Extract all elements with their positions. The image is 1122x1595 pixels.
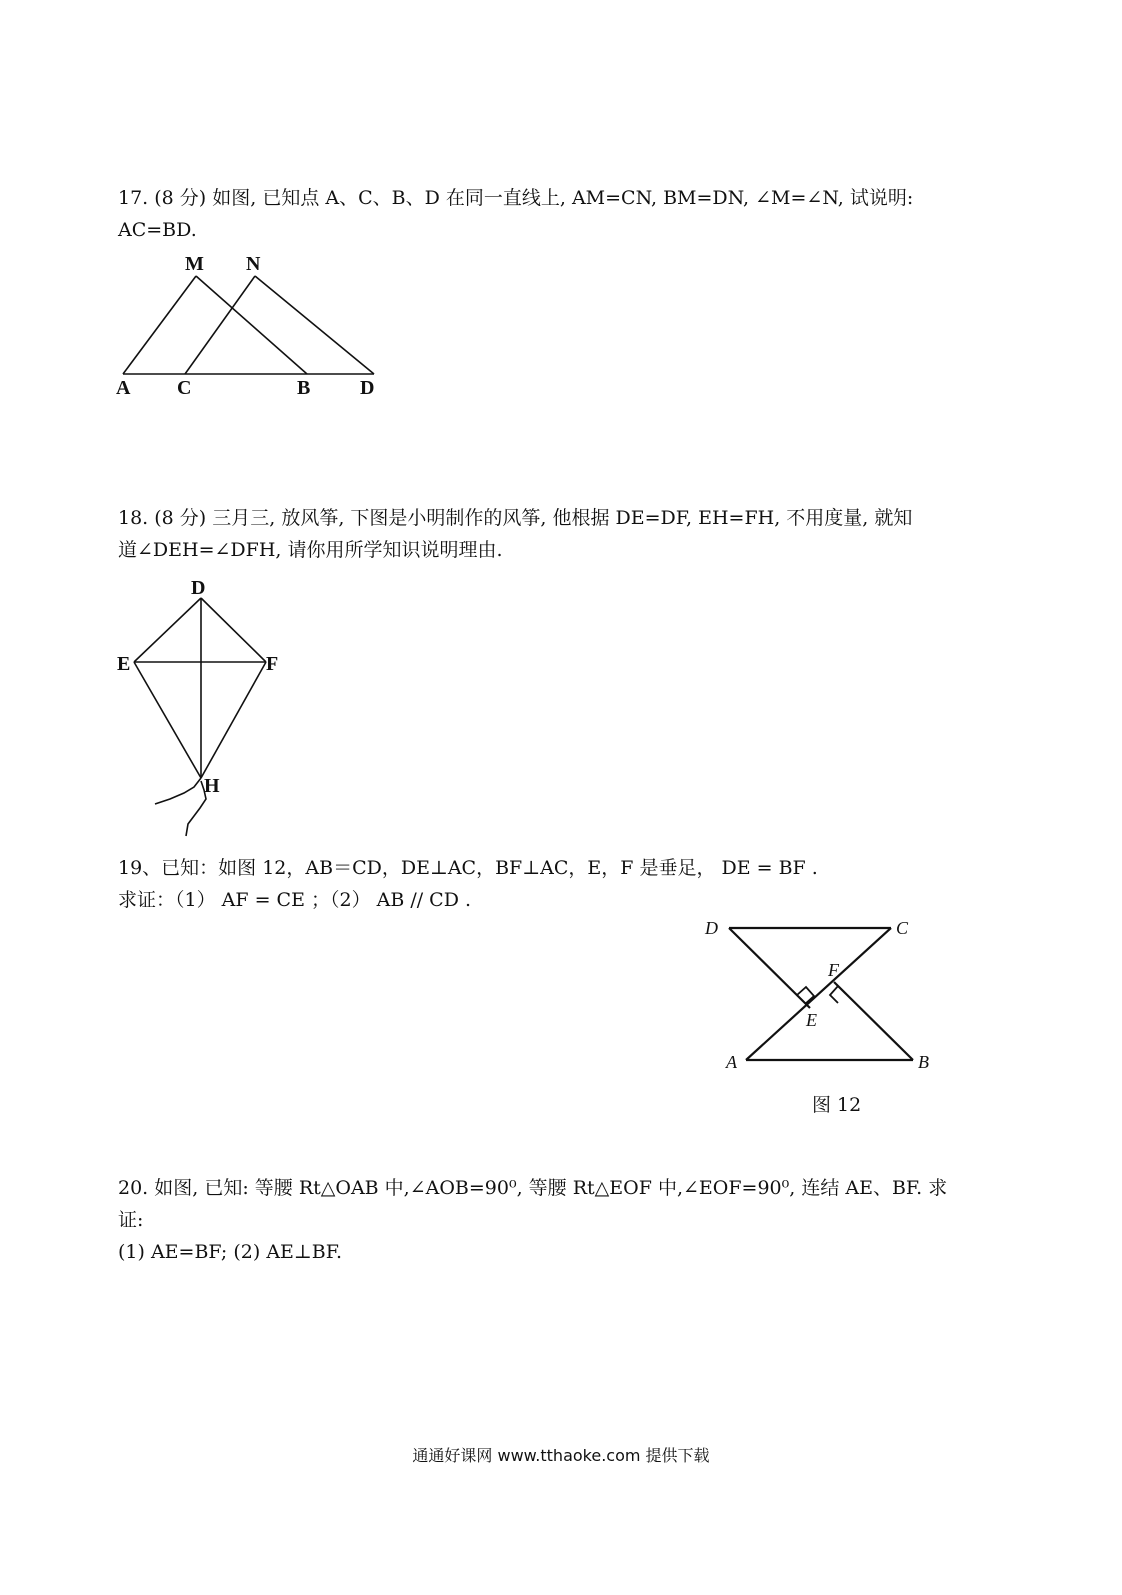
q18-figure <box>134 598 266 836</box>
q19-label-c: C <box>896 918 909 938</box>
q17-label-m: M <box>185 253 204 275</box>
q18-text-line2: 道∠DEH=∠DFH, 请你用所学知识说明理由. <box>118 539 503 561</box>
q19-label-a: A <box>726 1052 737 1072</box>
q18-label-f: F <box>266 653 279 675</box>
q20-text-line1: 20. 如图, 已知: 等腰 Rt△OAB 中,∠AOB=90⁰, 等腰 Rt△EOF 中,∠EOF=90⁰, 连结 AE、BF. 求 <box>118 1177 948 1199</box>
q19-figure-caption: 图 12 <box>812 1094 862 1116</box>
q18-text-line1: 18. (8 分) 三月三, 放风筝, 下图是小明制作的风筝, 他根据 DE=DF, EH=FH, 不用度量, 就知 <box>118 507 913 529</box>
q19-label-d: D <box>705 918 718 938</box>
q17-label-a: A <box>116 377 131 399</box>
q19-text-line1: 19、已知：如图 12，AB＝CD，DE⊥AC，BF⊥AC，E，F 是垂足， DE = BF . <box>118 857 818 879</box>
q19-label-f: F <box>828 960 839 980</box>
q19-label-b: B <box>918 1052 929 1072</box>
q17-label-c: C <box>177 377 192 399</box>
q17-label-b: B <box>297 377 311 399</box>
q19-text-line2: 求证：（1） AF = CE ；（2） AB // CD . <box>118 889 472 911</box>
q17-label-n: N <box>246 253 261 275</box>
q17-text-line1: 17. (8 分) 如图, 已知点 A、C、B、D 在同一直线上, AM=CN, BM=DN, ∠M=∠N, 试说明: <box>118 187 914 209</box>
q19-label-e: E <box>806 1010 817 1030</box>
q18-label-h: H <box>204 775 220 797</box>
q18-label-e: E <box>117 653 131 675</box>
q17-text-line2: AC=BD. <box>118 219 197 241</box>
q20-text-line3: (1) AE=BF; (2) AE⊥BF. <box>118 1241 343 1263</box>
q19-figure <box>729 928 913 1060</box>
page-footer: 通通好课网 www.tthaoke.com 提供下载 <box>412 1446 710 1465</box>
q18-label-d: D <box>191 577 206 599</box>
q20-text-line2: 证: <box>118 1209 144 1231</box>
q17-label-d: D <box>360 377 375 399</box>
